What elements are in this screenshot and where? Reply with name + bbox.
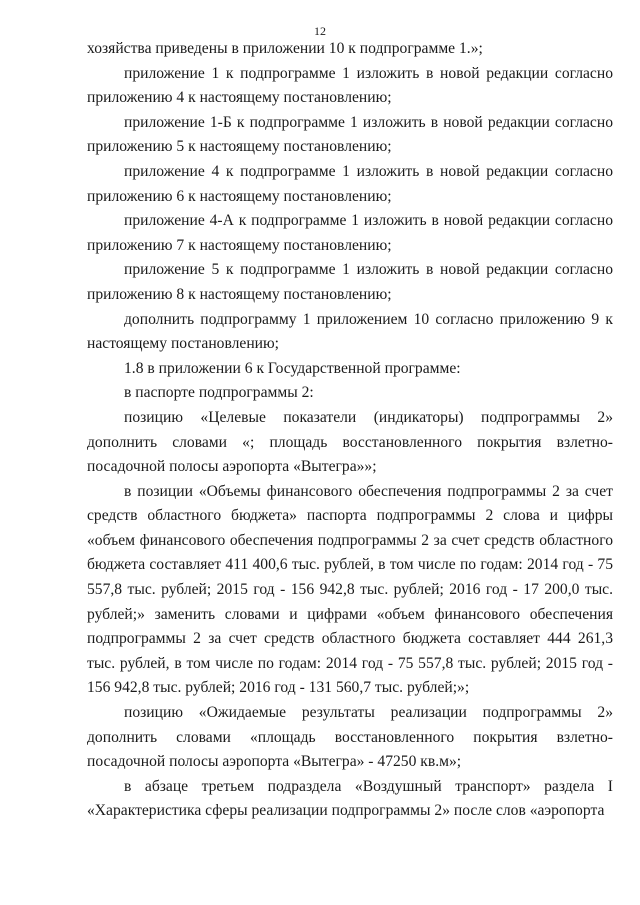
paragraph: приложение 5 к подпрограмме 1 изложить в новой редакции согласно приложению 8 к настоящему постановлению; [87,261,613,303]
paragraph: в паспорте подпрограммы 2: [124,384,314,402]
paragraph: дополнить подпрограмму 1 приложением 10 согласно приложению 9 к настоящему постановлению; [87,310,613,353]
paragraph: приложение 1-Б к подпрограмме 1 изложить в новой редакции согласно приложению 5 к настоящему постановлению; [87,113,613,156]
paragraph: 1.8 в приложении 6 к Государственной программе: [124,359,461,377]
paragraph: в абзаце третьем подраздела «Воздушный транспорт» раздела I «Характеристика сферы реализации подпрограммы 2» после слов «аэропорта [87,777,613,820]
paragraph: в позиции «Объемы финансового обеспечения подпрограммы 2 за счет средств областного бюджета» паспорта подпрограммы 2 слова и цифры «объем финансового обеспечения подпрограммы 2 за счет средств областного бюджета составляет 411 400,6 тыс. рублей, в том числе по годам: 2014 год - 75 557,8 тыс. рублей; 2015 год - 156 942,8 тыс. рублей; 2016 год - 17 200,0 тыс. рублей;» заменить словами и цифрами «объем финансового обеспечения подпрограммы 2 за счет средств областного бюджета составляет 444 261,3 тыс. рублей, в том числе по годам: 2014 год - 75 557,8 тыс. рублей; 2015 год - 156 942,8 тыс. рублей; 2016 год - 131 560,7 тыс. рублей;»; [87,482,613,697]
paragraph: приложение 1 к подпрограмме 1 изложить в новой редакции согласно приложению 4 к настоящему постановлению; [87,64,613,107]
document-body [87,37,613,824]
paragraph: приложение 4-А к подпрограмме 1 изложить в новой редакции согласно приложению 7 к настоящему постановлению; [87,212,613,254]
paragraph: приложение 4 к подпрограмме 1 изложить в новой редакции согласно приложению 6 к настоящему постановлению; [87,162,613,205]
paragraph: хозяйства приведены в приложении 10 к подпрограмме 1.»; [87,40,483,57]
paragraph: позицию «Целевые показатели (индикаторы) подпрограммы 2» дополнить словами «; площадь восстановленного покрытия взлетно-посадочной полосы аэропорта «Вытегра»»; [87,408,613,476]
page-number: 12 [314,24,326,38]
paragraph: позицию «Ожидаемые результаты реализации подпрограммы 2» дополнить словами «площадь восстановленного покрытия взлетно-посадочной полосы аэропорта «Вытегра» - 47250 кв.м»; [87,704,613,771]
